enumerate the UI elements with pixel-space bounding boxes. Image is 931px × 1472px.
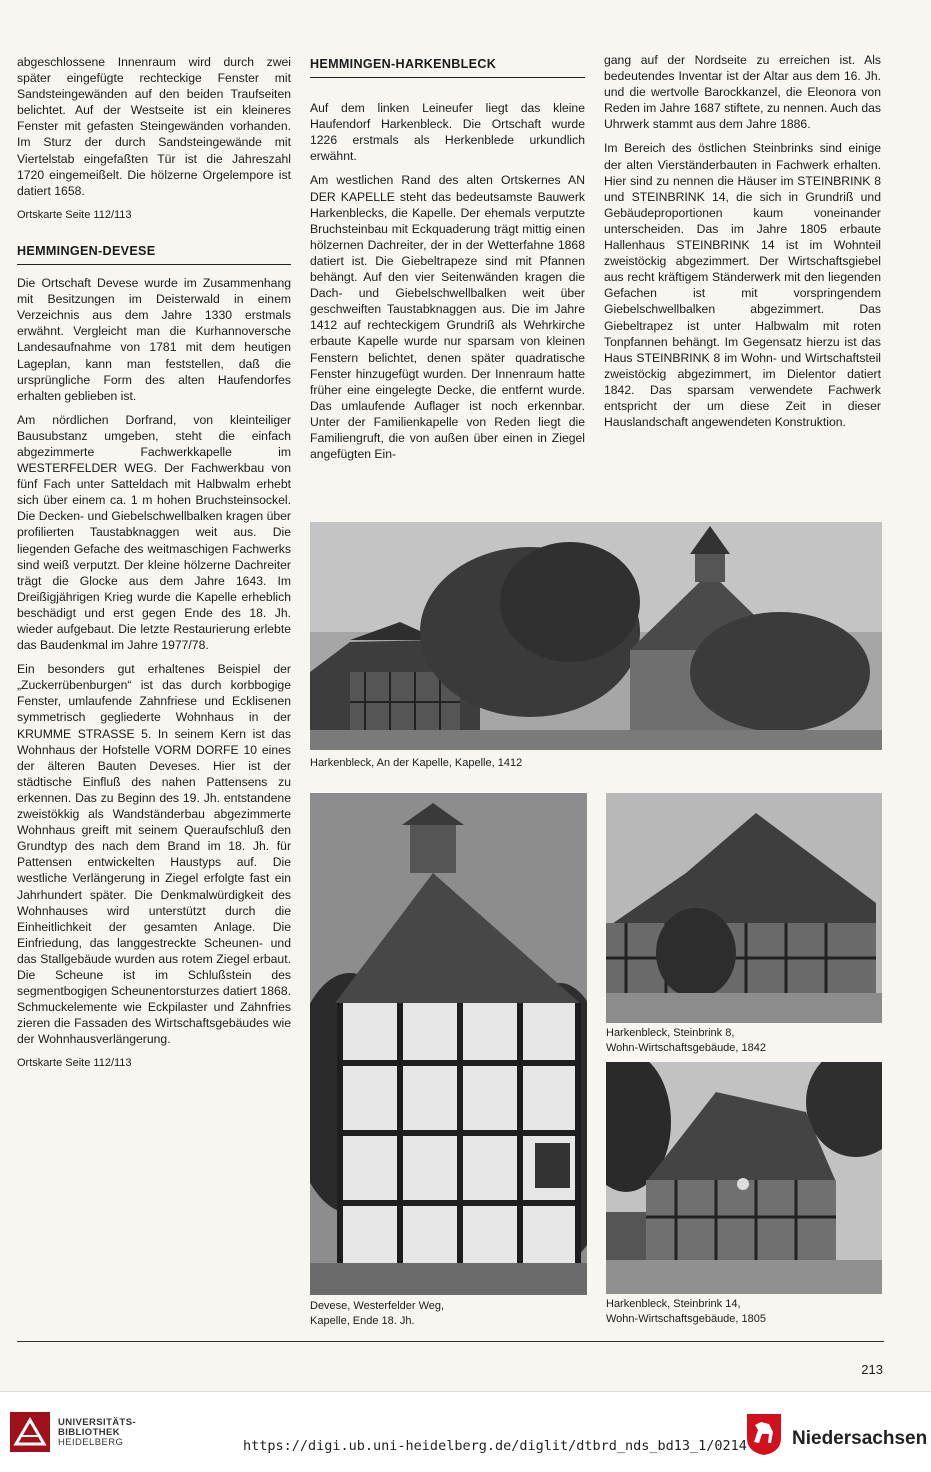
paragraph: Am westlichen Rand des alten Ortskernes AN DER KAPELLE steht das bedeutsamste Bauwerk Harkenblecks, die Kapelle. Der ehemals verputzte Bruchsteinbau mit Eckquaderung trägt mittig einen hölzernen Dachreiter, der in der Wetterfahne 1868 datiert ist. Die Giebeltrapeze sind mit Pfannen behängt. Auf den vier Seitenwänden kragen die Dach- und Giebelschwellbalken weit über geschweiften Taustabknaggen aus. Die im Jahre 1412 auf rechteckigem Grundriß als Wehrkirche erbaute Kapelle wurde nur sparsam von kleinen Fenstern belichtet, denen später quadratische Fenster hinzugefügt wurden. Der Innenraum hatte früher eine eingelegte Decke, die entfernt wurde. Das umlaufende Auflager ist noch erkennbar. Unter der Familienkapelle von Reden liegt die Familiengruft, die von außen über einen in Ziegel angefügten Ein- [310,173,585,462]
text-column-2 [310,56,585,470]
map-reference: Ortskarte Seite 112/113 [17,208,132,221]
map-reference: Ortskarte Seite 112/113 [17,1057,132,1070]
niedersachsen-horse-icon[interactable] [745,1412,783,1461]
university-line: HEIDELBERG [58,1437,124,1448]
caption-line: Wohn-Wirtschaftsgebäude, 1805 [606,1313,766,1325]
caption-photo-2 [310,1299,444,1329]
paragraph: gang auf der Nordseite zu erreichen ist. Als bedeutendes Inventar ist der Altar aus dem 16. Jh. und die wertvolle Barockkanzel, die Eleonora von Reden im Jahre 1687 stiftete, zu nennen. Auch das Uhrwerk stammt aus dem Jahre 1886. [604,53,881,132]
photo-devese-chapel [310,793,587,1295]
university-line: UNIVERSITÄTS- [58,1417,137,1428]
photo-steinbrink-8 [606,793,882,1023]
photo-harkenbleck-chapel [310,522,882,750]
caption-line: Harkenbleck, Steinbrink 8, [606,1027,735,1039]
caption-line: Wohn-Wirtschaftsgebäude, 1842 [606,1042,766,1054]
section-heading-devese: HEMMINGEN-DEVESE [17,243,291,265]
caption-photo-1: Harkenbleck, An der Kapelle, Kapelle, 1412 [310,757,523,769]
university-logo-icon[interactable] [10,1412,50,1452]
page-number: 213 [861,1362,883,1377]
caption-line: Devese, Westerfelder Weg, [310,1300,445,1312]
caption-photo-3 [606,1026,766,1056]
text-column-1 [17,54,291,1092]
paragraph: Auf dem linken Leineufer liegt das kleine Haufendorf Harkenbleck. Die Ortschaft wurde 1226 erstmals als Herkenblede urkundlich erwähnt. [310,101,585,164]
caption-photo-4 [606,1297,766,1327]
footer-bar [0,1391,931,1472]
university-name [58,1418,136,1448]
paragraph: Am nördlichen Dorfrand, von kleinteiliger Bausubstanz umgeben, steht die einfach abgezimmerte Fachwerkkapelle im WESTERFELDER WEG. Der Fachwerkbau von fünf Fach unter Satteldach mit Halbwalm erhebt sich über einem ca. 1 m hohen Bruchsteinsockel. Die Decken- und Giebelschwellbalken kragen über profilierten Taustabknaggen weit aus. Die liegenden Gefache des weitmaschigen Fachwerks sind weiß verputzt. Der kleine hölzerne Dachreiter trägt die Glocke aus dem Jahre 1643. Im Dreißigjährigen Krieg wurde die Kapelle erheblich beschädigt und erst gegen Ende des 18. Jh. wieder aufgebaut. Die letzte Restaurierung erlebte das Baudenkmal im Jahre 1977/78. [17,412,291,653]
partner-name: Niedersachsen [792,1428,928,1449]
university-line: BIBLIOTHEK [58,1427,121,1438]
document-url-link[interactable]: https://digi.ub.uni-heidelberg.de/diglit/dtbrd_nds_bd13_1/0214 [243,1438,747,1454]
paragraph: Die Ortschaft Devese wurde im Zusammenhang mit Besitzungen im Deisterwald in einem Verzeichnis aus dem Jahre 1330 erstmals erwähnt. Vergleicht man die Kurhannoversche Landesaufnahme von 1781 mit dem heutigen Lageplan, kann man feststellen, daß die ursprüngliche Form des alten Haufendorfes erhalten geblieben ist. [17,276,291,403]
photo-steinbrink-14 [606,1062,882,1294]
text-column-3 [604,52,881,438]
caption-line: Kapelle, Ende 18. Jh. [310,1315,415,1327]
section-heading-harkenbleck: HEMMINGEN-HARKENBLECK [310,56,585,78]
bottom-rule [17,1341,884,1342]
paragraph: abgeschlossene Innenraum wird durch zwei später eingefügte rechteckige Fenster mit Sandsteingewänden auf den beiden Traufseiten belichtet. Auf der Westseite ist ein kleineres Fenster mit gefasten Steingewänden vorhanden. Im Sturz der durch Sandsteingewände mit Viertelstab eingefaßten Tür ist die Jahreszahl 1720 eingemeißelt. Die hölzerne Orgelempore ist datiert 1658. [17,55,291,198]
paragraph: Ein besonders gut erhaltenes Beispiel der „Zuckerrübenburgen“ ist das durch korbbogige Fenster, umlaufende Zahnfriese und Ecklisenen symmetrisch gegliederte Wohnhaus in der KRUMME STRASSE 5. In seinem Kern ist das Wohnhaus der Hofstelle VORM DORFE 10 eines der älteren Bauten Deveses. Hier ist der städtische Einfluß des nahen Pattensens zu erkennen. Das zu Beginn des 19. Jh. entstandene zweistökkig als Wandständerbau abgezimmerte Wohnhaus greift mit seinem Queraufschluß den Grundtyp des nach dem Brand im 18. Jh. für Pattensen entwickelten Haustyps auf. Die westliche Verlängerung in Ziegel erfolgte fast ein Jahrhundert später. Die Denkmalwürdigkeit des Wohnhauses wird unterstützt durch die Einheitlichkeit der gesamten Anlage. Die Einfriedung, das langgestreckte Scheunen- und das Stallgebäude wurden aus rotem Ziegel erbaut. Die Scheune ist im Schlußstein des segmentbogigen Scheunentorsturzes datiert 1868. Schmuckelemente wie Eckpilaster und Zahnfries zieren die Fassaden des Wirtschaftsgebäudes wie der Wohnhausverlängerung. [17,662,291,1047]
caption-line: Harkenbleck, Steinbrink 14, [606,1298,741,1310]
paragraph: Im Bereich des östlichen Steinbrinks sind einige der alten Vierständerbauten in Fachwerk erhalten. Hier sind zu nennen die Häuser im STEINBRINK 8 und STEINBRINK 14, die sich in Grundriß und Gebäudeproportionen kaum voneinander unterscheiden. Das im Jahre 1805 erbaute Hallenhaus STEINBRINK 14 ist im Wohnteil zweistöckig abgezimmert. Der Wirtschaftsgiebel aus recht kräftigem Ständerwerk mit den liegenden Gefachen ist mit vorspringendem Giebelschwellbalken abgezimmert. Das Giebeltrapez ist unter Halbwalm mit roten Tonpfannen behängt. Im Gegensatz hierzu ist das Haus STEINBRINK 8 im Wohn- und Wirtschaftsteil zweistöckig abgezimmert, im Dielentor datiert 1842. Das sparsam verwendete Fachwerk entspricht der um diese Zeit in dieser Hauslandschaft angewendeten Konstruktion. [604,141,881,430]
